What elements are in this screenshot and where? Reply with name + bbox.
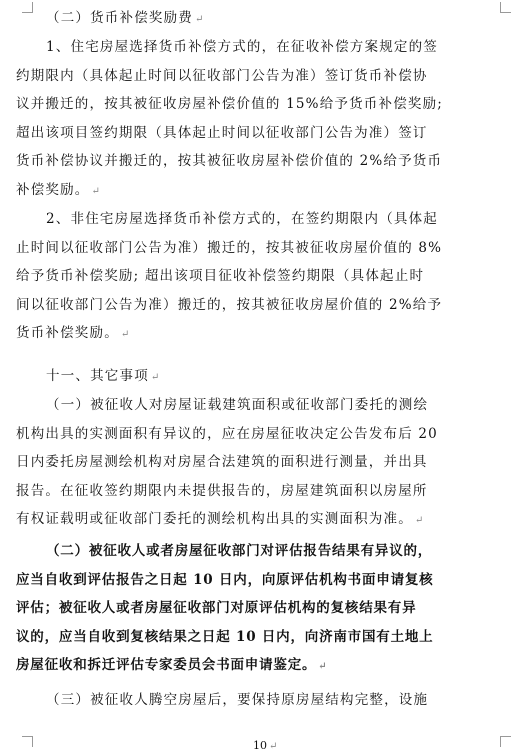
crop-mark — [22, 736, 33, 747]
text-line: 给予货币补偿奖励; 超出该项目征收补偿签约期限（具体起止时 — [16, 268, 425, 285]
text-line: 议并搬迁的，按其被征收房屋补偿价值的 15%给予货币补偿奖励; — [16, 96, 444, 113]
text-line: 应当自收到评估报告之日起 10 日内，向原评估机构书面申请复核 — [16, 571, 434, 588]
paragraph — [16, 33, 506, 207]
section-heading: 十一、其它事项 ↵ — [46, 368, 161, 384]
paragraph — [16, 391, 506, 536]
text-line: 房屋征收和拆迁评估专家委员会书面申请鉴定。 ↵ — [16, 657, 328, 674]
text-line: 报告。在征收签约期限内未提供报告的，房屋建筑面积以房屋所 — [16, 482, 428, 499]
text-line: 评估；被征收人或者房屋征收部门对原评估机构的复核结果有异 — [16, 600, 417, 617]
section-heading: （二）货币补偿奖励费 ↵ — [46, 10, 205, 26]
text-line: （三）被征收人腾空房屋后，要保持原房屋结构完整，设施 — [46, 692, 429, 708]
paragraph — [16, 686, 506, 715]
page-number: 10 ↵ — [253, 739, 278, 752]
text-line: 约期限内（具体起止时间以征收部门公告为准）签订货币补偿协 — [16, 67, 428, 84]
text-line: 日内委托房屋测绘机构对房屋合法建筑的面积进行测量，并出具 — [16, 454, 428, 471]
text-line: 补偿奖励。 ↵ — [16, 181, 102, 198]
text-line: 机构出具的实测面积有异议的，应在房屋征收决定公告发布后 20 — [16, 425, 438, 442]
crop-mark — [22, 2, 33, 13]
text-line: 议的，应当自收到复核结果之日起 10 日内，向济南市国有土地上 — [16, 628, 434, 645]
text-line: 货币补偿奖励。 ↵ — [16, 325, 131, 342]
text-line: 有权证载明或征收部门委托的测绘机构出具的实测面积为准。 ↵ — [16, 511, 425, 528]
crop-mark — [500, 2, 511, 13]
crop-mark — [500, 736, 511, 747]
text-line: 货币补偿协议并搬迁的，按其被征收房屋补偿价值的 2%给予货币 — [16, 153, 443, 170]
text-line: 间以征收部门公告为准）搬迁的，按其被征收房屋价值的 2%给予 — [16, 296, 443, 313]
text-line: 超出该项目签约期限（具体起止时间以征收部门公告为准）签订 — [16, 124, 428, 141]
text-line: 2、非住宅房屋选择货币补偿方式的，在签约期限内（具体起 — [46, 211, 438, 227]
text-line: （二）被征收人或者房屋征收部门对评估报告结果有异议的， — [46, 543, 433, 559]
paragraph-bold — [16, 537, 506, 682]
paragraph — [16, 205, 506, 350]
text-line: 1、住宅房屋选择货币补偿方式的，在征收补偿方案规定的签 — [46, 39, 438, 55]
text-line: 止时间以征收部门公告为准）搬迁的，按其被征收房屋价值的 8% — [16, 239, 443, 256]
text-line: （一）被征收人对房屋证载建筑面积或征收部门委托的测绘 — [46, 397, 429, 413]
